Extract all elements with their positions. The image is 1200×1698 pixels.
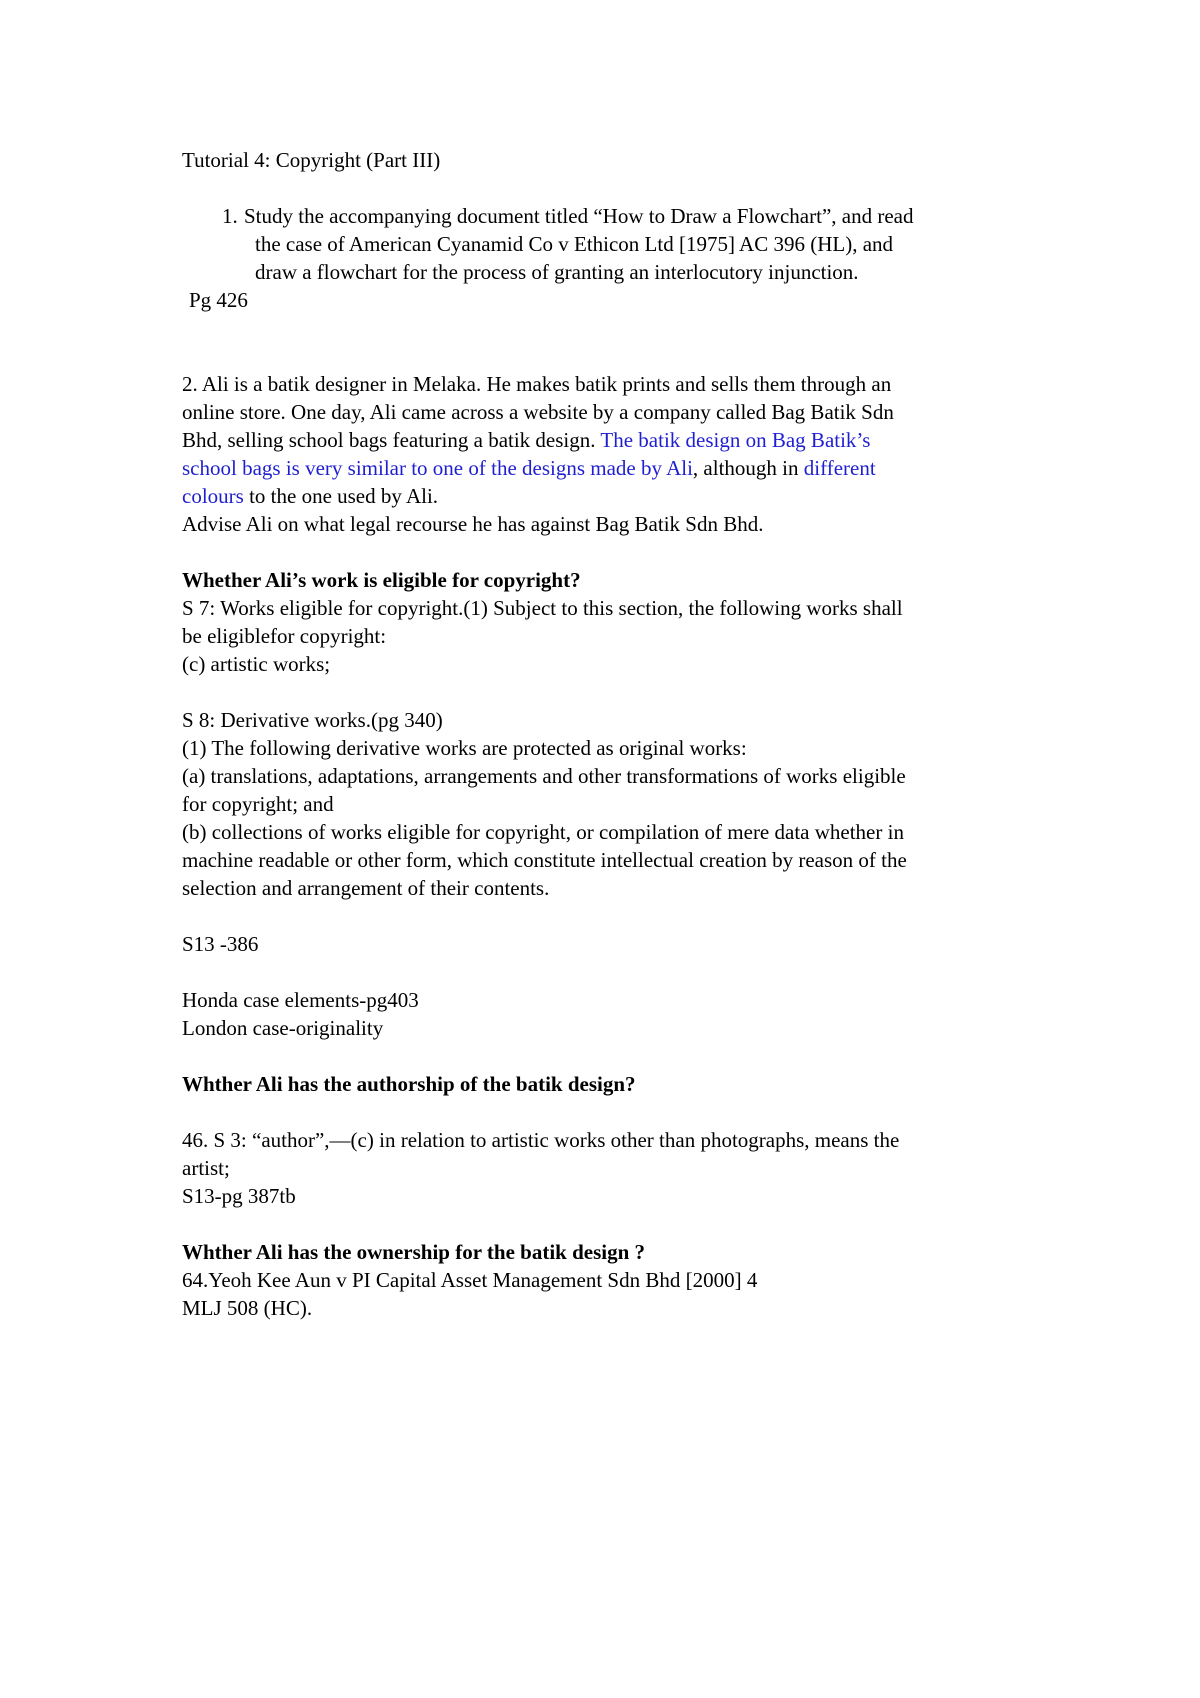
sec1-line-4: S 8: Derivative works.(pg 340) [182, 708, 443, 732]
sec1-line-5: (1) The following derivative works are protected as original works: [182, 736, 747, 760]
q2-line-3-highlight: The batik design on Bag Batik’s [600, 428, 871, 452]
document-title: Tutorial 4: Copyright (Part III) [182, 148, 441, 172]
q2-line-4 [182, 458, 876, 479]
q2-line-5 [182, 486, 438, 507]
q2-line-4-highlight-2: different [803, 456, 876, 480]
q2-line-4-highlight: school bags is very similar to one of the designs made by Ali [182, 456, 693, 480]
sec1-line-12: Honda case elements-pg403 [182, 988, 419, 1012]
q1-line-3: draw a flowchart for the process of granting an interlocutory injunction. [255, 260, 859, 284]
sec3-line-1: 64.Yeoh Kee Aun v PI Capital Asset Management Sdn Bhd [2000] 4 [182, 1268, 758, 1292]
q2-line-3 [182, 430, 870, 451]
q2-line-1: 2. Ali is a batik designer in Melaka. He makes batik prints and sells them through an [182, 372, 892, 396]
q2-line-3-plain: Bhd, selling school bags featuring a batik design. [182, 428, 596, 452]
sec1-line-13: London case-originality [182, 1016, 384, 1040]
sec2-line-1: 46. S 3: “author”,—(c) in relation to artistic works other than photographs, means the [182, 1128, 900, 1152]
sec1-line-3: (c) artistic works; [182, 652, 331, 676]
sec3-line-2: MLJ 508 (HC). [182, 1296, 313, 1320]
sec2-line-3: S13-pg 387tb [182, 1184, 296, 1208]
q2-line-5-highlight: colours [182, 484, 244, 508]
sec1-line-7: for copyright; and [182, 792, 334, 816]
q1-page-ref: Pg 426 [189, 288, 248, 312]
section-heading-eligibility: Whether Ali’s work is eligible for copyright? [182, 568, 581, 592]
q1-number: 1. [222, 204, 238, 228]
q2-line-4-plain: , although in [692, 456, 799, 480]
sec2-line-2: artist; [182, 1156, 230, 1180]
q2-line-6: Advise Ali on what legal recourse he has against Bag Batik Sdn Bhd. [182, 512, 764, 536]
sec1-line-11: S13 -386 [182, 932, 259, 956]
sec1-line-2: be eligiblefor copyright: [182, 624, 387, 648]
sec1-line-8: (b) collections of works eligible for copyright, or compilation of mere data whether in [182, 820, 904, 844]
sec1-line-10: selection and arrangement of their contents. [182, 876, 550, 900]
q1-line-1: Study the accompanying document titled “How to Draw a Flowchart”, and read [244, 204, 914, 228]
section-heading-authorship: Whther Ali has the authorship of the batik design? [182, 1072, 636, 1096]
q2-line-2: online store. One day, Ali came across a website by a company called Bag Batik Sdn [182, 400, 894, 424]
sec1-line-6: (a) translations, adaptations, arrangements and other transformations of works eligible [182, 764, 906, 788]
q2-line-5-plain: to the one used by Ali. [249, 484, 439, 508]
q1-line-2: the case of American Cyanamid Co v Ethicon Ltd [1975] AC 396 (HL), and [255, 232, 894, 256]
sec1-line-1: S 7: Works eligible for copyright.(1) Subject to this section, the following works shall [182, 596, 903, 620]
section-heading-ownership: Whther Ali has the ownership for the batik design ? [182, 1240, 646, 1264]
sec1-line-9: machine readable or other form, which constitute intellectual creation by reason of the [182, 848, 907, 872]
